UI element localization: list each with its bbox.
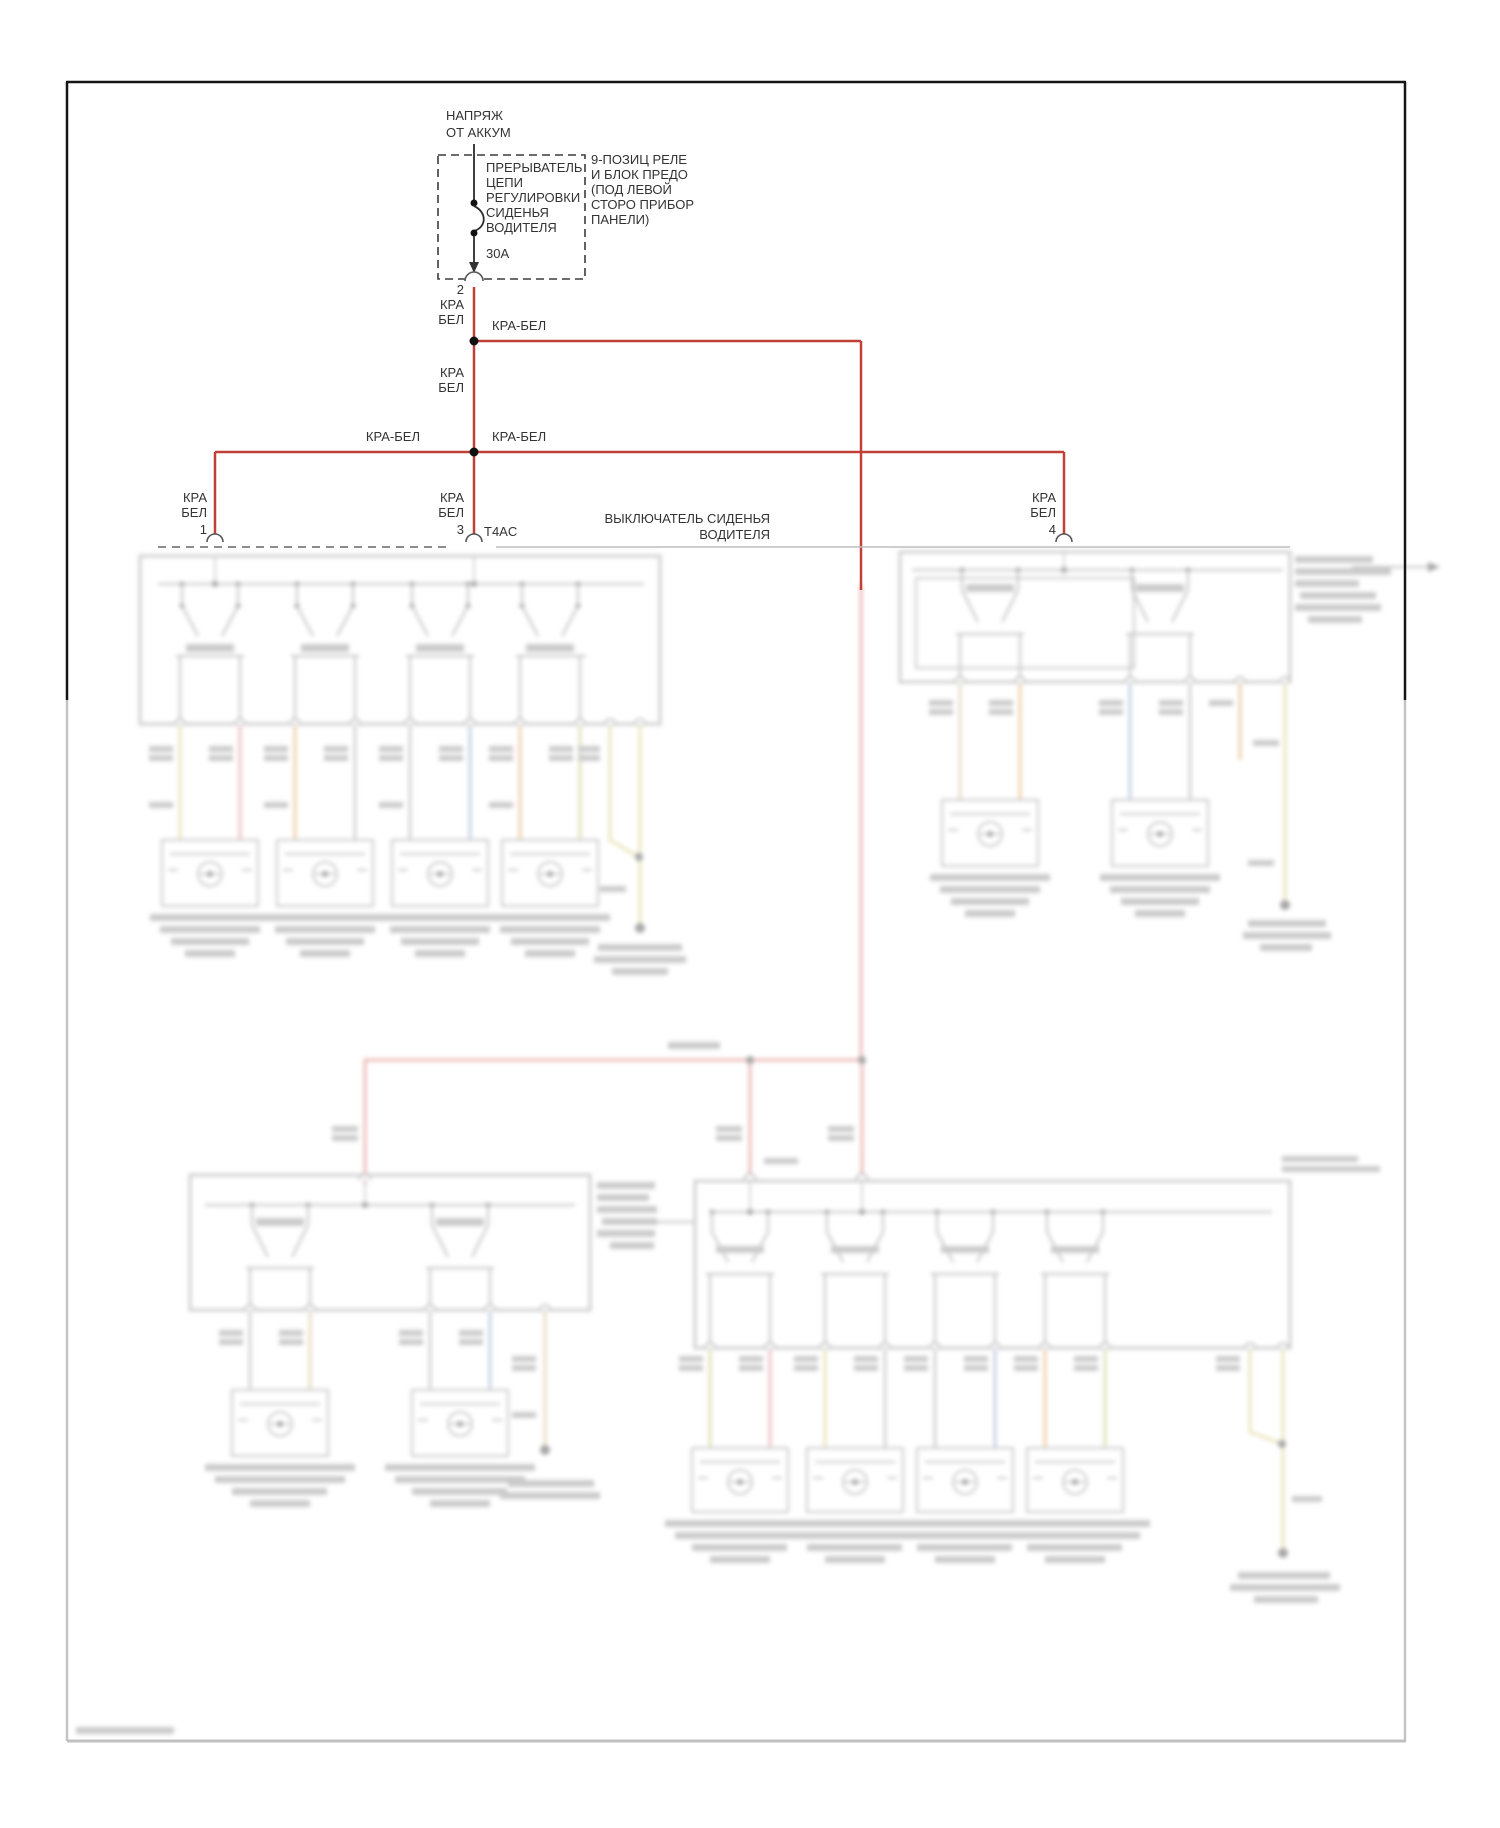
wire-color-kra: КРА	[1031, 490, 1056, 505]
wire-color-kra: КРА	[182, 490, 207, 505]
wire-color-bel: БЕЛ	[438, 380, 464, 395]
pin-3: 3	[456, 522, 464, 537]
pin-4: 4	[1048, 522, 1056, 537]
breaker-rating: 30A	[486, 246, 510, 261]
relay-box-label-line4: СТОРО ПРИБОР	[591, 197, 695, 212]
relay-box-label-line5: ПАНЕЛИ)	[591, 212, 650, 227]
wire-color-kra: КРА	[439, 365, 464, 380]
wire-color-bel: БЕЛ	[1030, 505, 1056, 520]
breaker-label-line3: РЕГУЛИРОВКИ	[486, 190, 581, 205]
wire-color-bel: БЕЛ	[181, 505, 207, 520]
wire-color-bel: БЕЛ	[438, 505, 464, 520]
wire-color-kra-bel: КРА-БЕЛ	[492, 429, 547, 444]
battery-voltage-label-line2: ОТ АККУМ	[446, 125, 511, 140]
wire-color-kra-bel: КРА-БЕЛ	[492, 318, 547, 333]
battery-voltage-label-line1: НАПРЯЖ	[446, 108, 504, 123]
breaker-label-line5: ВОДИТЕЛЯ	[486, 220, 557, 235]
power-feed-wires	[215, 287, 1064, 590]
relay-box-label-line1: 9-ПОЗИЦ РЕЛЕ	[591, 152, 687, 167]
switch-title-line2: ВОДИТЕЛЯ	[699, 527, 770, 542]
connector-id: T4AC	[484, 524, 518, 539]
pin-2: 2	[456, 282, 464, 297]
breaker-label-line1: ПРЕРЫВАТЕЛЬ	[486, 160, 583, 175]
relay-box-label-line2: И БЛОК ПРЕДО	[591, 167, 688, 182]
wire-color-bel: БЕЛ	[438, 312, 464, 327]
relay-box-label-line3: (ПОД ЛЕВОЙ	[591, 182, 672, 197]
switch-title-line1: ВЫКЛЮЧАТЕЛЬ СИДЕНЬЯ	[604, 511, 770, 526]
pin-1: 1	[199, 522, 207, 537]
breaker-label-line4: СИДЕНЬЯ	[486, 205, 549, 220]
page-border	[66, 82, 1406, 1741]
wire-color-kra: КРА	[439, 490, 464, 505]
breaker-label-line2: ЦЕПИ	[486, 175, 523, 190]
wire-color-kra-bel: КРА-БЕЛ	[365, 429, 420, 444]
wire-color-kra: КРА	[439, 297, 464, 312]
